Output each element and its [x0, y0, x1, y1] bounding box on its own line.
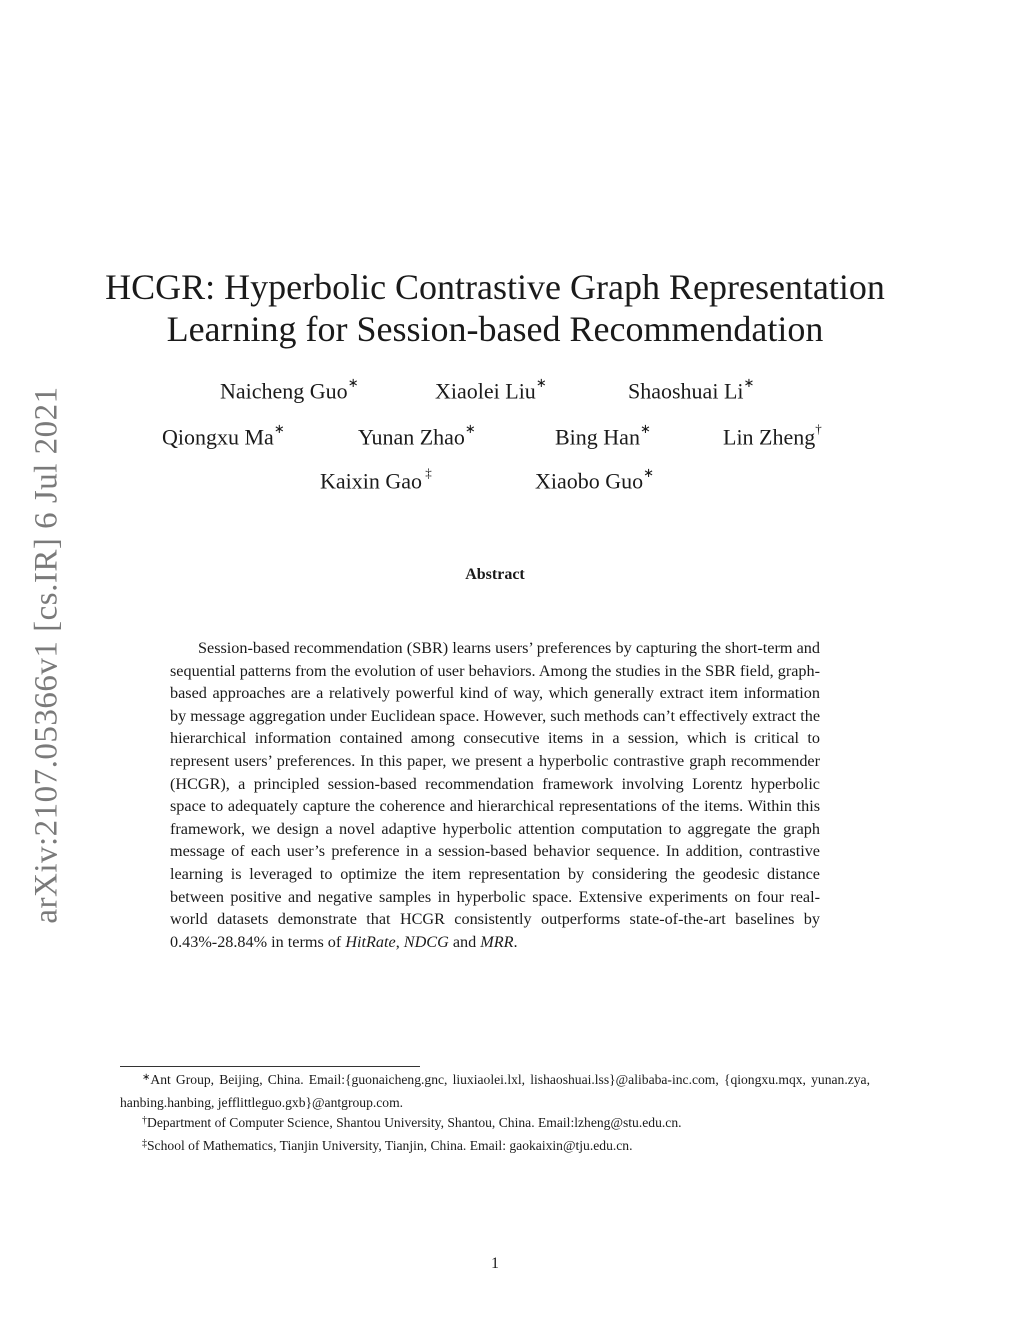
- author-5: Yunan Zhao∗: [358, 421, 476, 450]
- abstract-text: Session-based recommendation (SBR) learns users’ preferences by capturing the short-term and sequential patterns from the evolution of user behaviors. Among the studies in the SBR field, graph-based approaches are a relatively powerful kind of way, which generally extract item information by message aggregation under Euclidean space. However, such methods can’t effectively extract the hierarchical information contained among consecutive items in a session, which is critical to represent users’ preferences. In this paper, we present a hyperbolic contrastive graph recommender (HCGR), a principled session-based recommendation framework involving Lorentz hyperbolic space to adequately capture the coherence and hierarchical representations of the items. Within this framework, we design a novel adaptive hyperbolic attention computation to aggregate the graph message of each user’s preference in a session-based behavior sequence. In addition, contrastive learning is leveraged to optimize the item representation by considering the geodesic distance between positive and negative samples in hyperbolic space. Extensive experiments on four real-world datasets demonstrate that HCGR consistently outperforms state-of-the-art baselines by 0.43%-28.84% in terms of: [170, 639, 820, 951]
- metric-mrr: MRR: [480, 932, 514, 951]
- title-line-1: HCGR: Hyperbolic Contrastive Graph Representation: [105, 267, 885, 307]
- footnote-affiliation-ant: ∗Ant Group, Beijing, China. Email:{guonaicheng.gnc, liuxiaolei.lxl, lishaoshuai.lss}@alibaba-inc.com, {qiongxu.mqx, yunan.zya, hanbing.hanbing, jefflittleguo.gxb}@antgroup.com.: [120, 1072, 870, 1110]
- footnote-rule: [120, 1066, 420, 1067]
- footnote-affiliation-stu: †Department of Computer Science, Shantou University, Shantou, China. Email:lzheng@stu.edu.cn.: [142, 1115, 682, 1130]
- abstract-heading: Abstract: [465, 566, 525, 583]
- abstract-body: Session-based recommendation (SBR) learns users’ preferences by capturing the short-term and sequential patterns from the evolution of user behaviors. Among the studies in the SBR field, graph-based approaches are a relatively powerful kind of way, which generally extract item information by message aggregation under Euclidean space. However, such methods can’t effectively extract the hierarchical information contained among consecutive items in a session, which is critical to represent users’ preferences. In this paper, we present a hyperbolic contrastive graph recommender (HCGR), a principled session-based recommendation framework involving Lorentz hyperbolic space to adequately capture the coherence and hierarchical representations of the items. Within this framework, we design a novel adaptive hyperbolic attention computation to aggregate the graph message of each user’s preference in a session-based behavior sequence. In addition, contrastive learning is leveraged to optimize the item representation by considering the geodesic distance between positive and negative samples in hyperbolic space. Extensive experiments on four real-world datasets demonstrate that HCGR consistently outperforms state-of-the-art baselines by 0.43%-28.84% in terms of HitRate, NDCG and MRR.: [170, 639, 820, 951]
- author-1: Naicheng Guo∗: [220, 375, 359, 404]
- author-2: Xiaolei Liu∗: [435, 375, 547, 404]
- title-line-2: Learning for Session-based Recommendation: [166, 309, 824, 349]
- footnotes: [120, 1070, 870, 1158]
- author-4: Qiongxu Ma∗: [162, 421, 285, 450]
- author-6: Bing Han∗: [555, 421, 651, 450]
- author-8: Kaixin Gao ‡: [320, 465, 432, 494]
- paper-title: [100, 266, 890, 350]
- author-7: Lin Zheng†: [723, 421, 822, 450]
- author-9: Xiaobo Guo∗: [535, 465, 655, 494]
- arxiv-stamp: arXiv:2107.05366v1 [cs.IR] 6 Jul 2021: [28, 386, 65, 924]
- author-3: Shaoshuai Li∗: [628, 375, 755, 404]
- page-number: 1: [491, 1255, 499, 1272]
- footnote-affiliation-tju: ‡School of Mathematics, Tianjin University, Tianjin, China. Email: gaokaixin@tju.edu.cn.: [142, 1137, 633, 1153]
- metric-ndcg: NDCG: [403, 932, 449, 951]
- metric-hitrate: HitRate: [345, 932, 396, 951]
